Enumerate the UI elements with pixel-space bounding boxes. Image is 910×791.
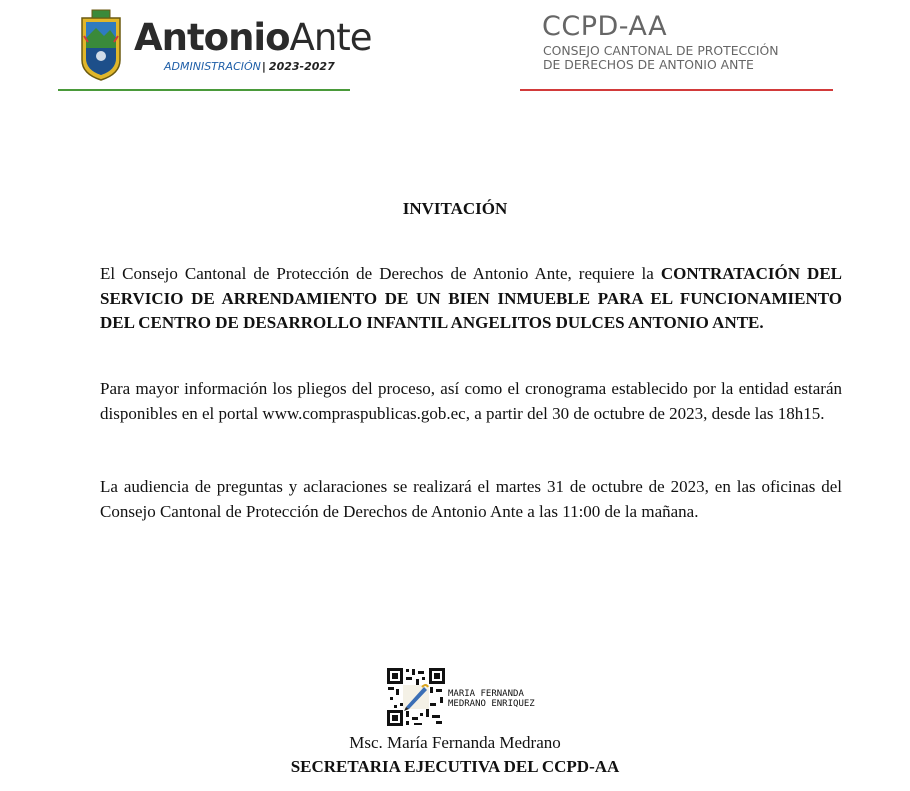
signer-role: SECRETARIA EJECUTIVA DEL CCPD-AA (290, 757, 620, 776)
letterhead (0, 0, 910, 95)
brand-administration: ADMINISTRACIÓN| 2023-2027 (164, 60, 335, 73)
header-rule-red (520, 89, 833, 91)
signer-name: Msc. María Fernanda Medrano (349, 733, 561, 752)
paragraph-contract-object: CONTRATACIÓN DEL SERVICIO DE ARRENDAMIENTO DE UN BIEN INMUEBLE PARA EL FUNCIONAMIENTO DEL CENTRO DE DESARROLLO INFANTIL ANGELITOS DULCES ANTONIO ANTE. (100, 264, 842, 332)
paragraph-contract-lead: El Consejo Cantonal de Protección de Derechos de Antonio Ante, requiere la (100, 264, 661, 283)
paragraph-hearing: La audiencia de preguntas y aclaraciones se realizará el martes 31 de octubre de 2023, en las oficinas del Consejo Cantonal de Protección de Derechos de Antonio Ante a las 11:00 de la mañana. (100, 477, 842, 521)
document-heading: INVITACIÓN (402, 199, 508, 218)
header-rule-green (58, 89, 350, 91)
municipal-shield-icon (78, 8, 124, 82)
qr-code-signature-icon (386, 667, 446, 727)
paragraph-information: Para mayor información los pliegos del proceso, así como el cronograma establecido por la entidad estarán disponibles en el portal www.compraspublicas.gob.ec, a partir del 30 de octubre de 2023, desde las 18h15. (100, 379, 842, 423)
brand-logo-text: AntonioAnte (134, 16, 372, 59)
ccpd-logo-title: CCPD-AA (542, 11, 668, 42)
ccpd-logo-subtitle: CONSEJO CANTONAL DE PROTECCIÓN DE DERECHOS DE ANTONIO ANTE (543, 43, 779, 72)
digital-signature-label: MARIA FERNANDA MEDRANO ENRIQUEZ (448, 689, 535, 709)
paragraph-contract (100, 262, 842, 336)
header-rule-gap (350, 89, 520, 91)
